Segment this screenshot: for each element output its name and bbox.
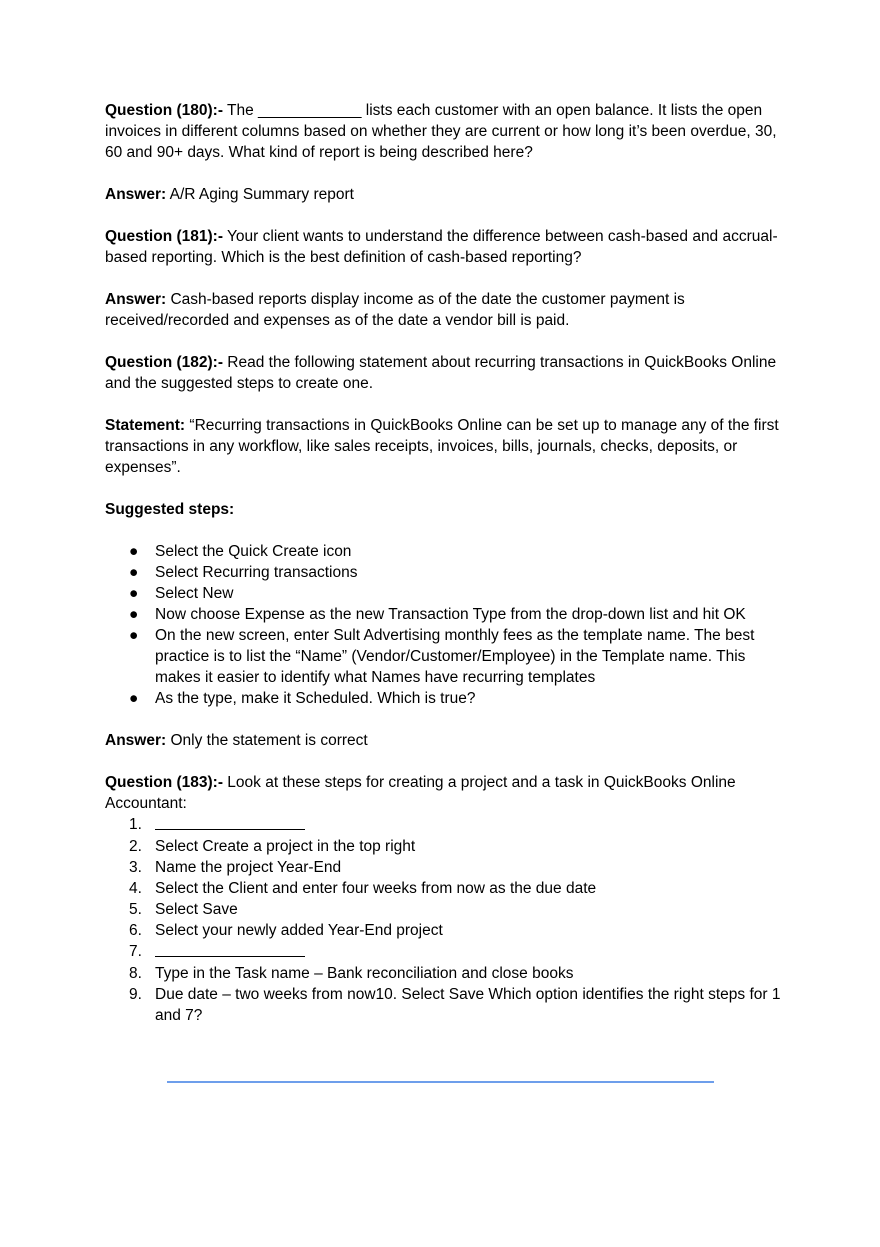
question-183-label: Question (183):-: [105, 774, 223, 791]
bullet-icon: ●: [129, 606, 139, 623]
answer-180-label: Answer:: [105, 186, 167, 203]
question-181-text: Your client wants to understand the difference between cash-based and accrual-based reporting. Which is the best definition of cash-based reporting?: [105, 228, 778, 266]
step-number: 5.: [129, 901, 142, 918]
question-180: [105, 100, 795, 163]
question-180-text: The ____________ lists each customer with an open balance. It lists the open invoices in different columns based on whether they are current or how long it’s been overdue, 30, 60 and 90+ days. What kind of report is being described here?: [105, 102, 777, 161]
question-180-label: Question (180):-: [105, 102, 223, 119]
list-item: [105, 963, 795, 984]
question-181: [105, 226, 795, 268]
answer-181-text: Cash-based reports display income as of the date the customer payment is received/recorded and expenses as of the date a vendor bill is paid.: [105, 291, 685, 329]
list-item-text: On the new screen, enter Sult Advertising monthly fees as the template name. The best practice is to list the “Name” (Vendor/Customer/Employee) in the Template name. This makes it easier to identify what Names have recurring templates: [155, 627, 755, 686]
blank-line: [155, 814, 305, 830]
bullet-icon: ●: [129, 585, 139, 602]
answer-181: [105, 289, 795, 331]
suggested-steps-list: [105, 541, 795, 709]
list-item-text: As the type, make it Scheduled. Which is true?: [155, 690, 476, 707]
statement-182: [105, 415, 795, 478]
bullet-icon: ●: [129, 543, 139, 560]
list-item: [105, 814, 795, 836]
step-number: 8.: [129, 965, 142, 982]
list-item-text: Select Recurring transactions: [155, 564, 358, 581]
bullet-icon: ●: [129, 564, 139, 581]
suggested-steps-label: Suggested steps:: [105, 501, 235, 518]
list-item: [105, 836, 795, 857]
document-content: [105, 100, 795, 1026]
step-number: 9.: [129, 986, 142, 1003]
list-item: [105, 899, 795, 920]
suggested-steps-heading: [105, 499, 795, 520]
list-item: [105, 625, 795, 688]
footer-divider: [167, 1081, 714, 1083]
list-item: [105, 562, 795, 583]
list-item-text: Select the Quick Create icon: [155, 543, 352, 560]
step-number: 6.: [129, 922, 142, 939]
step-text: Select Save: [155, 901, 238, 918]
answer-180-text: A/R Aging Summary report: [166, 186, 354, 203]
list-item-text: Select New: [155, 585, 234, 602]
question-182: [105, 352, 795, 394]
step-number: 3.: [129, 859, 142, 876]
step-text: Type in the Task name – Bank reconciliation and close books: [155, 965, 574, 982]
list-item: [105, 583, 795, 604]
answer-182-label: Answer:: [105, 732, 167, 749]
bullet-icon: ●: [129, 627, 139, 644]
step-text: Due date – two weeks from now10. Select Save Which option identifies the right steps for 1 and 7?: [155, 986, 781, 1024]
answer-182: [105, 730, 795, 751]
question-181-label: Question (181):-: [105, 228, 223, 245]
answer-181-label: Answer:: [105, 291, 167, 308]
step-number: 7.: [129, 943, 142, 960]
list-item: [105, 941, 795, 963]
list-item: [105, 878, 795, 899]
step-number: 1.: [129, 816, 142, 833]
question-182-text: Read the following statement about recurring transactions in QuickBooks Online and the suggested steps to create one.: [105, 354, 777, 392]
project-steps-list: [105, 814, 795, 1026]
list-item: [105, 604, 795, 625]
step-text: Select Create a project in the top right: [155, 838, 416, 855]
statement-182-text: “Recurring transactions in QuickBooks Online can be set up to manage any of the first transactions in any workflow, like sales receipts, invoices, bills, journals, checks, deposits, or expenses”.: [105, 417, 779, 476]
question-183: [105, 772, 795, 814]
list-item-text: Now choose Expense as the new Transaction Type from the drop-down list and hit OK: [155, 606, 746, 623]
answer-180: [105, 184, 795, 205]
list-item: [105, 541, 795, 562]
step-text: Select your newly added Year-End project: [155, 922, 443, 939]
question-182-label: Question (182):-: [105, 354, 223, 371]
step-number: 2.: [129, 838, 142, 855]
list-item: [105, 984, 795, 1026]
list-item: [105, 688, 795, 709]
step-text: Select the Client and enter four weeks from now as the due date: [155, 880, 597, 897]
answer-182-text: Only the statement is correct: [166, 732, 368, 749]
list-item: [105, 857, 795, 878]
step-number: 4.: [129, 880, 142, 897]
bullet-icon: ●: [129, 690, 139, 707]
step-text: Name the project Year-End: [155, 859, 342, 876]
statement-182-label: Statement:: [105, 417, 186, 434]
list-item: [105, 920, 795, 941]
blank-line: [155, 941, 305, 957]
question-183-text: Look at these steps for creating a project and a task in QuickBooks Online Accountant:: [105, 774, 736, 812]
